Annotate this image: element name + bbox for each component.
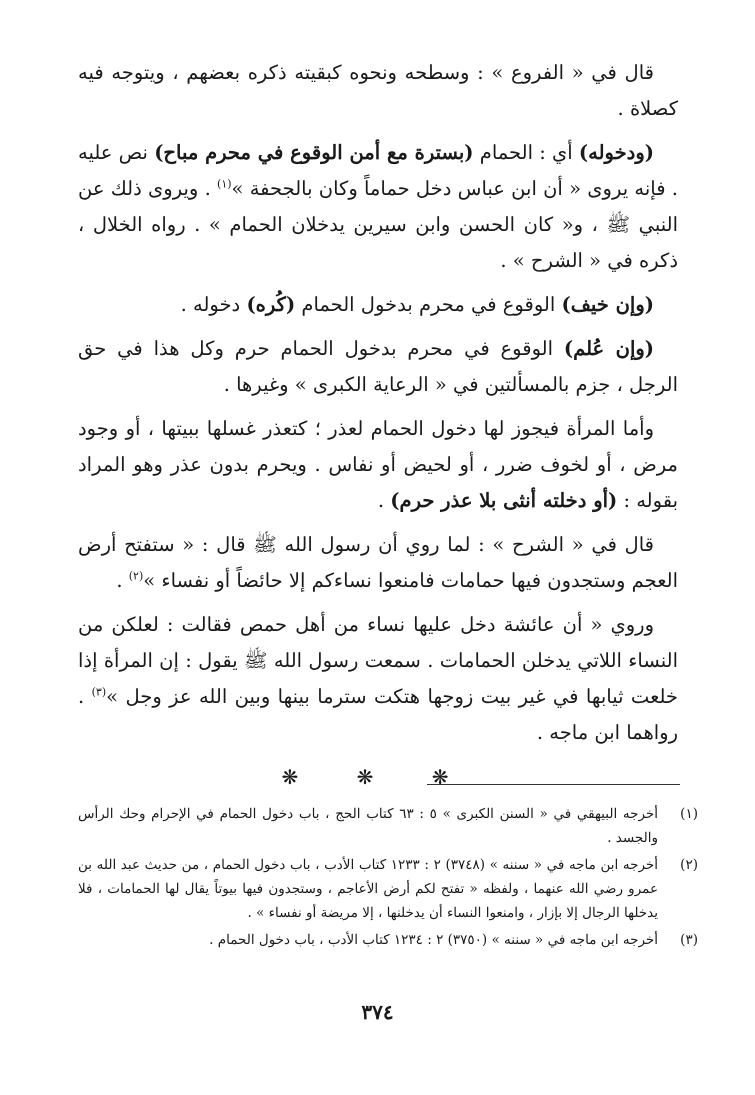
paragraph <box>78 55 678 127</box>
paragraph <box>78 527 678 599</box>
footnote-number: (٣) <box>680 932 698 948</box>
text-segment: الوقوع في محرم بدخول الحمام <box>295 293 562 316</box>
text-segment: . ويروى ذلك عن النبي ﷺ ، و« كان الحسن وابن سيرين يدخلان الحمام » . رواه الخلال ، ذكره في « الشرح » . <box>78 177 678 272</box>
footnote <box>78 802 698 850</box>
footnote-text: أخرجه ابن ماجه في « سننه » (٣٧٤٨) ٢ : ١٢٣٣ كتاب الأدب ، باب دخول الحمام ، من حديث عبد الله بن عمرو رضي الله عنهما ، ولفظه « تفتح لكم أرض الأعاجم ، وستجدون فيها بيوتاً يقال لها الحمامات ، فلا يدخلها الرجال إلا بإزار ، وامنعوا النساء أن يدخلنها ، إلا مريضة أو نفساء » . <box>78 857 658 921</box>
section-separator: ❋ ❋ ❋ <box>281 765 475 789</box>
footnote-number: (١) <box>680 806 698 822</box>
text-segment: نص عليه . فإنه يروى « أن ابن عباس دخل حماماً وكان بالجحفة » <box>78 141 678 200</box>
text-segment: دخوله . <box>180 293 247 316</box>
paragraph <box>78 411 678 519</box>
paragraph <box>78 607 678 751</box>
paragraphs <box>78 55 678 751</box>
footnote-ref: قال في « الفروع » : وسطحه ونحوه كبقيته ذكره بعضهم ، ويتوجه فيه كصلاة . <box>78 61 678 120</box>
text-segment: قال في « الشرح » : لما روي أن رسول الله ﷺ قال : « ستفتح أرض العجم وستجدون فيها حمامات فامنعوا نساءكم إلا حائضاً أو نفساء » <box>78 533 678 592</box>
footnote <box>78 853 698 925</box>
text-segment: (كُره) <box>246 293 296 316</box>
paragraph <box>78 331 678 403</box>
paragraph <box>78 135 678 279</box>
main-text <box>78 55 678 809</box>
text-segment: وأما المرأة فيجوز لها دخول الحمام لعذر ؛ كتعذر غسلها ببيتها ، أو وجود مرض ، أو لخوف ضرر ، أو لحيض أو نفاس . ويحرم بدون عذر وهو المراد بقوله : <box>78 417 678 512</box>
text-segment: (بسترة مع أمن الوقوع في محرم مباح) <box>154 141 474 164</box>
paragraph <box>78 287 678 323</box>
text-segment: أي : الحمام <box>473 141 579 164</box>
footnote <box>78 928 698 952</box>
text-segment: (ودخوله) <box>578 141 654 164</box>
footnote-text: أخرجه ابن ماجه في « سننه » (٣٧٥٠) ٢ : ١٢٣٤ كتاب الأدب ، باب دخول الحمام . <box>209 932 658 948</box>
text-segment: وروي « أن عائشة دخل عليها نساء من أهل حمص فقالت : لعلكن من النساء اللاتي يدخلن الحمامات . سمعت رسول الله ﷺ يقول : إن المرأة إذا خلعت ثيابها في غير بيت زوجها هتكت سترما بينها وبين الله عز وجل » <box>78 613 678 708</box>
page-number: ٣٧٤ <box>361 1000 394 1024</box>
footnote-rule <box>427 784 680 785</box>
footnotes <box>78 802 698 955</box>
footnote-ref: (١) <box>217 177 232 191</box>
footnote-ref: (٢) <box>128 569 144 583</box>
footnote-text: أخرجه البيهقي في « السنن الكبرى » ٥ : ٦٣ كتاب الحج ، باب دخول الحمام في الإحرام وحك الرأس والجسد . <box>78 806 659 846</box>
footnote-number: (٢) <box>680 857 698 873</box>
text-segment: . <box>116 569 129 592</box>
text-segment: (وإن عُلم) <box>563 337 655 360</box>
text-segment: . رواهما ابن ماجه . <box>78 685 678 744</box>
text-segment: (أو دخلته أنثى بلا عذر حرم) <box>390 489 618 512</box>
text-segment: (وإن خيف) <box>561 293 654 316</box>
text-segment: الوقوع في محرم بدخول الحمام حرم وكل هذا في حق الرجل ، جزم بالمسألتين في « الرعاية الكبرى » وغيرها . <box>78 337 678 396</box>
text-segment: . <box>377 489 391 512</box>
footnote-ref: (٣) <box>91 685 107 699</box>
